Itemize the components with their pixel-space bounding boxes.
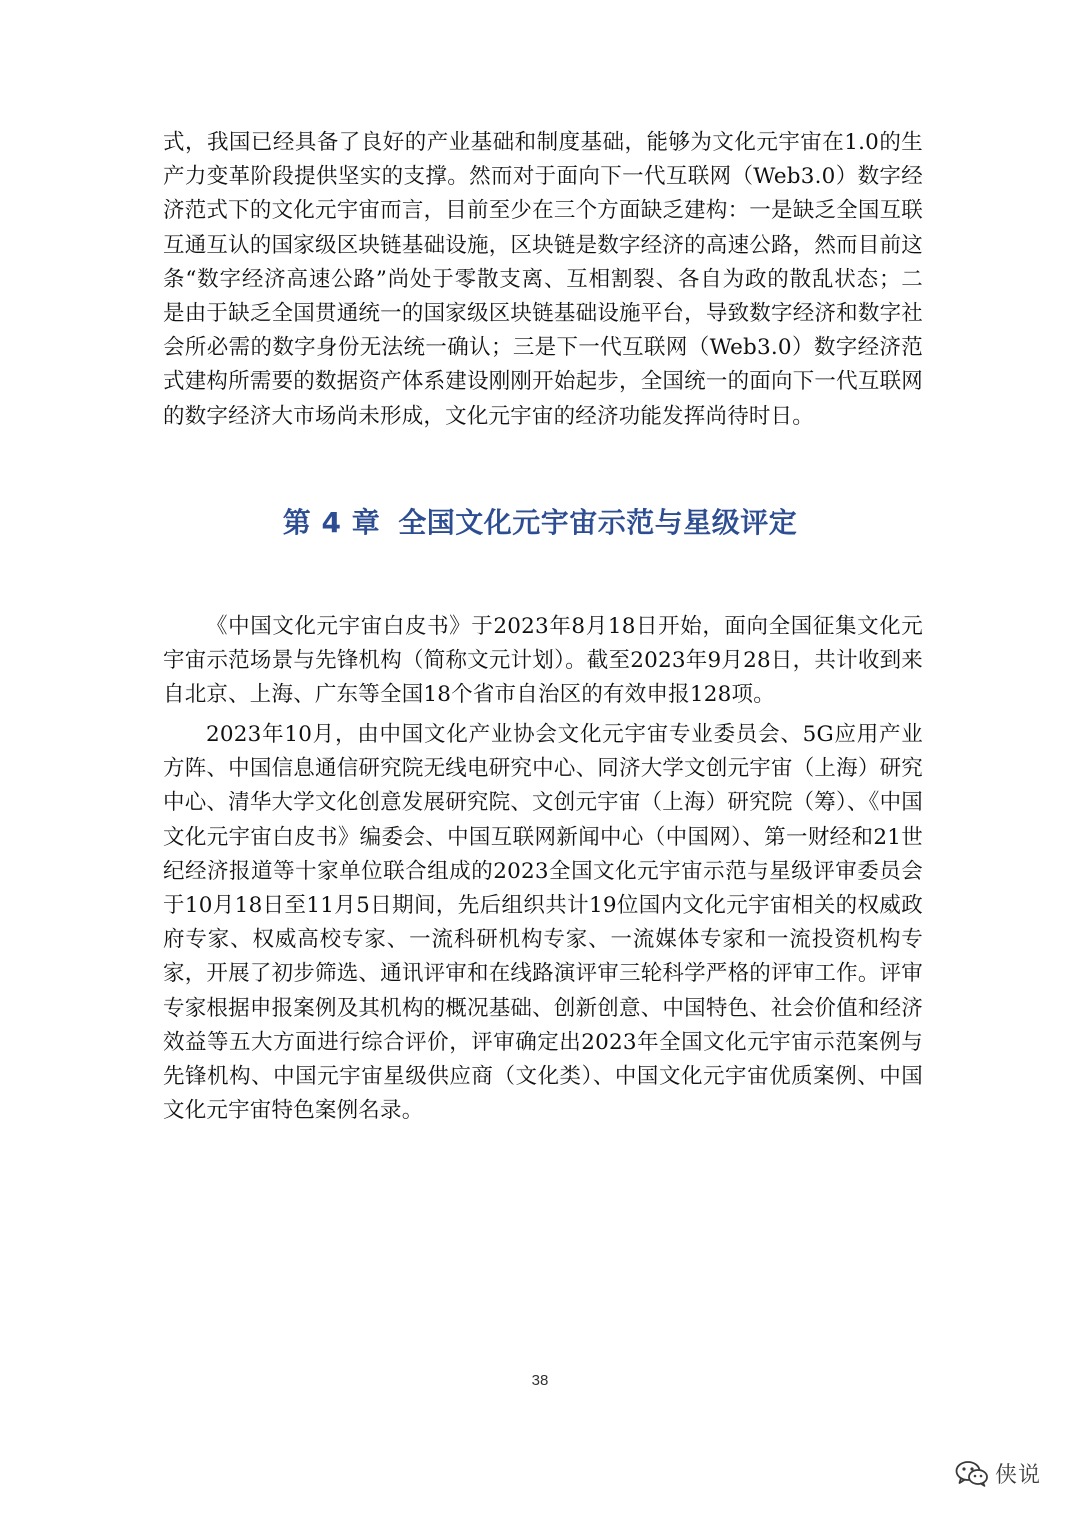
watermark-text: 侠说	[995, 1463, 1042, 1488]
chapter-title: 全国文化元宇宙示范与星级评定	[398, 506, 798, 539]
wechat-icon	[955, 1460, 989, 1488]
body-paragraph-3: 2023年10月，由中国文化产业协会文化元宇宙专业委员会、5G应用产业方阵、中国信息通信研究院无线电研究中心、同济大学文创元宇宙（上海）研究中心、清华大学文化创意发展研究院、文创元宇宙（上海）研究院（筹）、《中国文化元宇宙白皮书》编委会、中国互联网新闻中心（中国网）、第一财经和21世纪经济报道等十家单位联合组成的2023全国文化元宇宙示范与星级评审委员会于10月18日至11月5日期间，先后组织共计19位国内文化元宇宙相关的权威政府专家、权威高校专家、一流科研机构专家、一流媒体专家和一流投资机构专家，开展了初步筛选、通讯评审和在线路演评审三轮科学严格的评审工作。评审专家根据申报案例及其机构的概况基础、创新创意、中国特色、社会价值和经济效益等五大方面进行综合评价，评审确定出2023年全国文化元宇宙示范案例与先锋机构、中国元宇宙星级供应商（文化类）、中国文化元宇宙优质案例、中国文化元宇宙特色案例名录。	[163, 722, 923, 1124]
page-number: 38	[531, 1372, 549, 1389]
chapter-heading	[0, 501, 1080, 541]
watermark	[955, 1458, 1041, 1489]
body-paragraph-2: 《中国文化元宇宙白皮书》于2023年8月18日开始，面向全国征集文化元宇宙示范场景与先锋机构（简称文元计划）。截至2023年9月28日，共计收到来自北京、上海、广东等全国18个省市自治区的有效申报128项。	[163, 614, 923, 708]
chapter-number: 第 4 章	[282, 506, 381, 539]
body-paragraph-1: 式，我国已经具备了良好的产业基础和制度基础，能够为文化元宇宙在1.0的生产力变革阶段提供坚实的支撑。然而对于面向下一代互联网（Web3.0）数字经济范式下的文化元宇宙而言，目前至少在三个方面缺乏建构：一是缺乏全国互联互通互认的国家级区块链基础设施，区块链是数字经济的高速公路，然而目前这条“数字经济高速公路”尚处于零散支离、互相割裂、各自为政的散乱状态；二是由于缺乏全国贯通统一的国家级区块链基础设施平台，导致数字经济和数字社会所必需的数字身份无法统一确认；三是下一代互联网（Web3.0）数字经济范式建构所需要的数据资产体系建设刚刚开始起步，全国统一的面向下一代互联网的数字经济大市场尚未形成，文化元宇宙的经济功能发挥尚待时日。	[163, 130, 923, 429]
